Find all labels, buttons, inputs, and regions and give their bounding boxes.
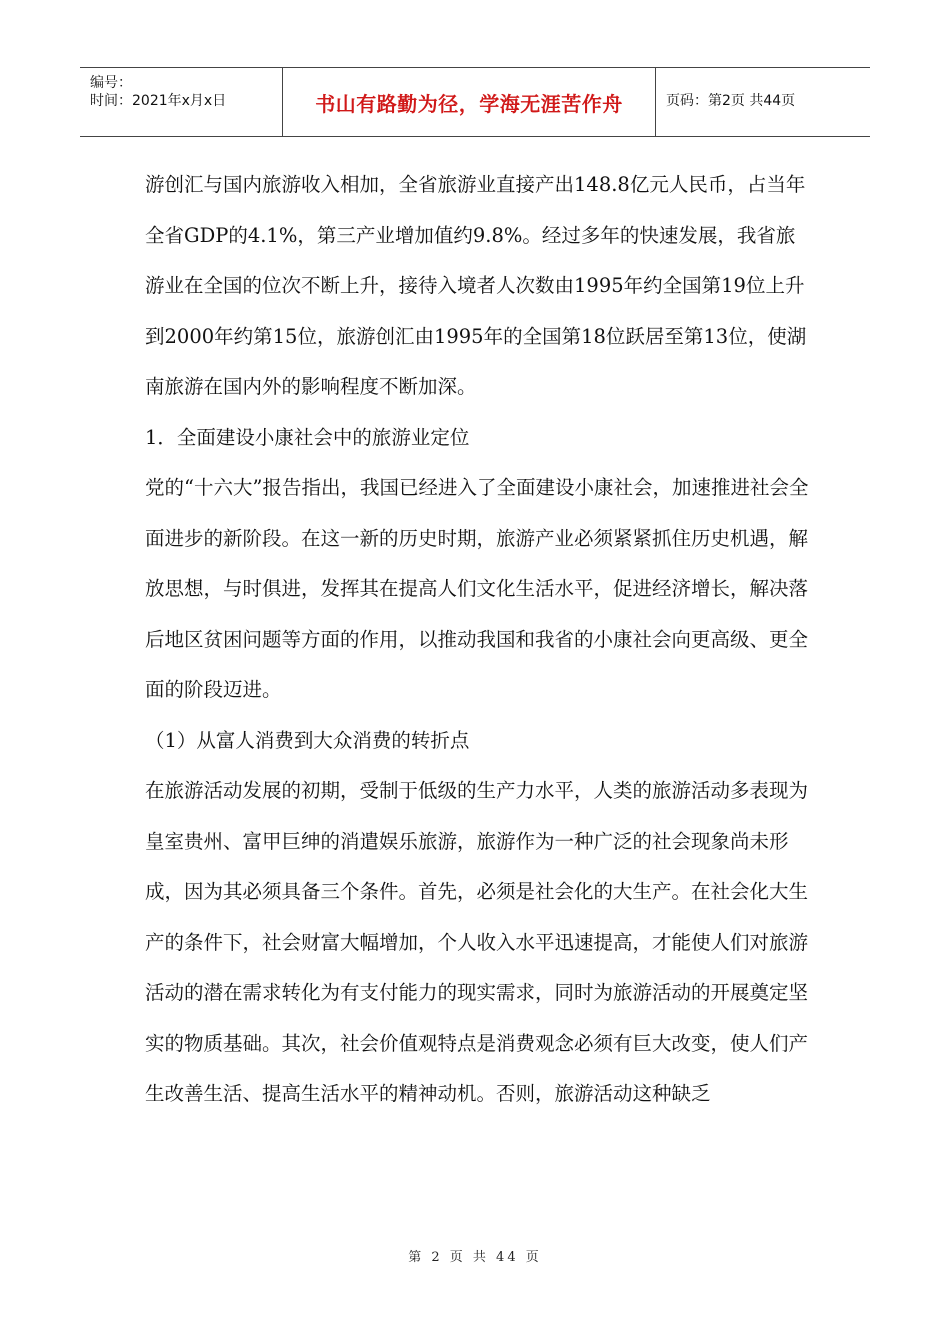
document-number-label: 编号： — [90, 75, 132, 91]
header-meta-cell — [80, 68, 283, 136]
page-header — [80, 67, 870, 137]
paragraph: 在旅游活动发展的初期，受制于低级的生产力水平，人类的旅游活动多表现为皇室贵州、富甲巨绅的消遣娱乐旅游，旅游作为一种广泛的社会现象尚未形成，因为其必须具备三个条件。首先，必须是社会化的大生产。在社会化大生产的条件下，社会财富大幅增加，个人收入水平迅速提高，才能使人们对旅游活动的潜在需求转化为有支付能力的现实需求，同时为旅游活动的开展奠定坚实的物质基础。其次，社会价值观特点是消费观念必须有巨大改变，使人们产生改善生活、提高生活水平的精神动机。否则，旅游活动这种缺乏 — [145, 779, 809, 1105]
paragraph: 党的“十六大”报告指出，我国已经进入了全面建设小康社会，加速推进社会全面进步的新阶段。在这一新的历史时期，旅游产业必须紧紧抓住历史机遇，解放思想，与时俱进，发挥其在提高人们文化生活水平，促进经济增长，解决落后地区贫困问题等方面的作用，以推动我国和我省的小康社会向更高级、更全面的阶段迈进。 — [145, 476, 809, 701]
document-body — [145, 160, 810, 1120]
document-time-label: 时间：2021年x月x日 — [90, 93, 227, 109]
page-footer: 第 2 页 共 44 页 — [408, 1250, 542, 1265]
header-page-info: 页码：第2页 共44页 — [666, 93, 796, 109]
section-heading: 1．全面建设小康社会中的旅游业定位 — [145, 425, 470, 449]
subsection-heading: （1）从富人消费到大众消费的转折点 — [145, 728, 470, 752]
paragraph: 游创汇与国内旅游收入相加，全省旅游业直接产出148.8亿元人民币，占当年全省GDP的4.1%，第三产业增加值约9.8%。经过多年的快速发展，我省旅游业在全国的位次不断上升，接待入境者人次数由1995年约全国第19位上升到2000年约第15位，旅游创汇由1995年的全国第18位跃居至第13位，使湖南旅游在国内外的影响程度不断加深。 — [145, 173, 807, 398]
header-motto: 书山有路勤为径，学海无涯苦作舟 — [283, 68, 656, 136]
